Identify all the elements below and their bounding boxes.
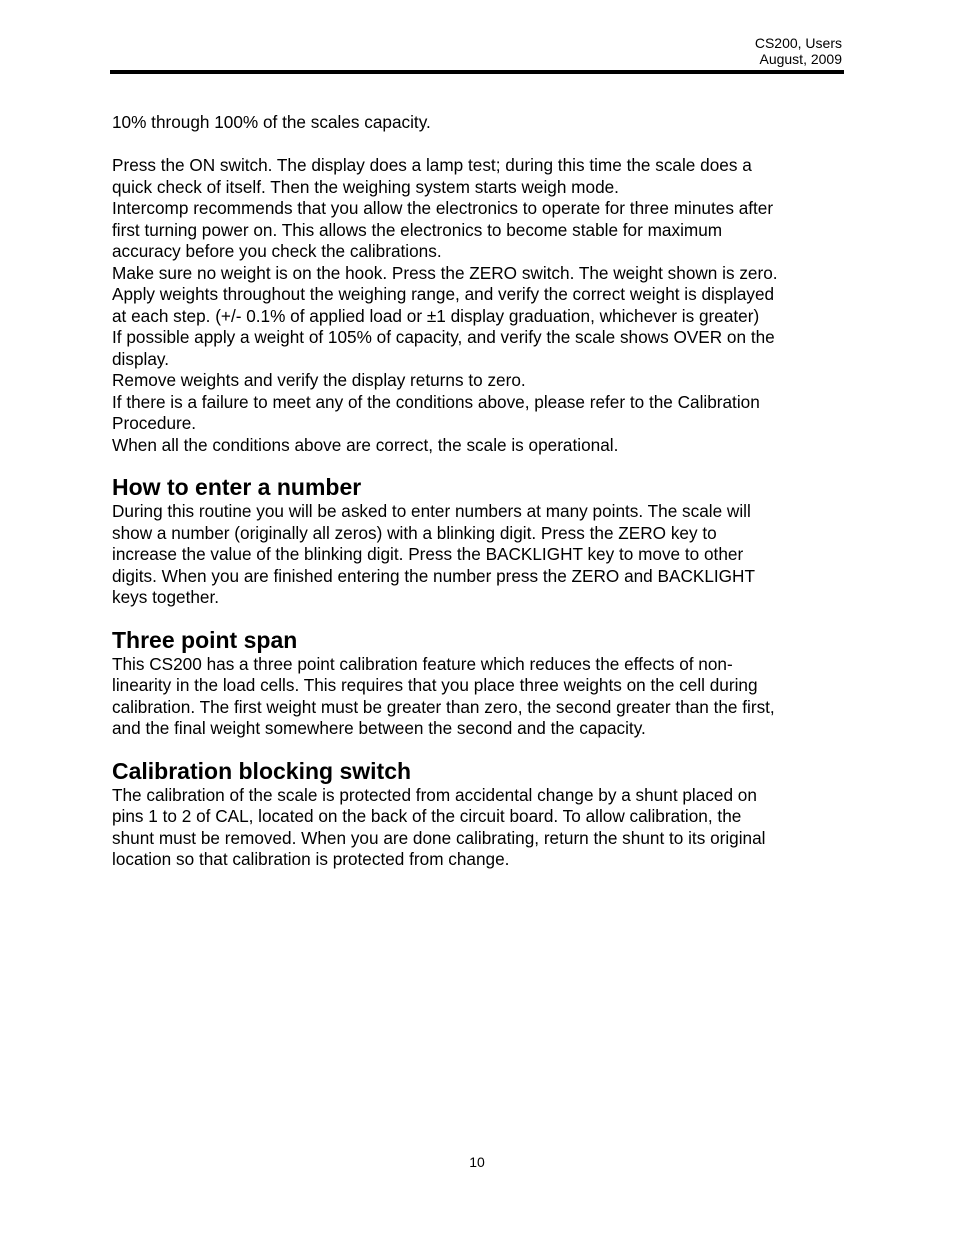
text-line: If there is a failure to meet any of the conditions above, please refer to the Calibration: [112, 391, 760, 412]
text-line: Remove weights and verify the display returns to zero.: [112, 370, 526, 390]
section-heading: How to enter a number: [112, 474, 362, 500]
text-line: If possible apply a weight of 105% of capacity, and verify the scale shows OVER on the: [112, 327, 775, 347]
text-line: Intercomp recommends that you allow the electronics to operate for three minutes after: [112, 198, 774, 218]
text-line: Make sure no weight is on the hook. Press the ZERO switch. The weight shown is zero.: [112, 262, 778, 283]
text-line: digits. When you are finished entering the number press the ZERO and BACKLIGHT: [112, 565, 755, 586]
page-content: [112, 112, 852, 871]
text-line: location so that calibration is protected from change.: [112, 849, 510, 869]
section-heading: Three point span: [112, 626, 298, 653]
intro-paragraph: 10% through 100% of the scales capacity.: [112, 112, 431, 132]
text-line: first turning power on. This allows the electronics to become stable for maximum: [112, 219, 723, 240]
text-line: and the final weight somewhere between the second and the capacity.: [112, 718, 646, 738]
header-document-title: CS200, Users: [754, 35, 842, 51]
section-heading: Calibration blocking switch: [112, 757, 412, 784]
page-number: 10: [469, 1154, 485, 1170]
text-line: increase the value of the blinking digit. Press the BACKLIGHT key to move to other: [112, 544, 744, 564]
text-line: This CS200 has a three point calibration feature which reduces the effects of non-: [112, 653, 733, 674]
page-header: [755, 35, 842, 67]
header-date: August, 2009: [759, 51, 842, 67]
section-enter-number: [112, 473, 852, 609]
text-line: accuracy before you check the calibrations.: [112, 241, 442, 261]
text-line: Apply weights throughout the weighing range, and verify the correct weight is displayed: [112, 284, 775, 304]
text-line: shunt must be removed. When you are done calibrating, return the shunt to its original: [112, 827, 766, 848]
text-line: at each step. (+/- 0.1% of applied load or ±1 display graduation, whichever is greater): [112, 305, 760, 326]
section-three-point-span: [112, 626, 852, 740]
text-line: keys together.: [112, 587, 220, 607]
text-line: quick check of itself. Then the weighing system starts weigh mode.: [112, 176, 619, 197]
text-line: display.: [112, 348, 169, 369]
text-line: pins 1 to 2 of CAL, located on the back of the circuit board. To allow calibration, the: [112, 806, 742, 826]
text-line: show a number (originally all zeros) with a blinking digit. Press the ZERO key to: [112, 522, 717, 543]
header-rule: [110, 70, 844, 74]
section-calibration-blocking: [112, 757, 852, 871]
text-line: The calibration of the scale is protected from accidental change by a shunt placed on: [112, 784, 757, 805]
text-line: During this routine you will be asked to enter numbers at many points. The scale will: [112, 501, 751, 521]
text-line: calibration. The first weight must be greater than zero, the second greater than the first,: [112, 696, 775, 717]
text-line: linearity in the load cells. This requires that you place three weights on the cell during: [112, 675, 758, 695]
text-line: Press the ON switch. The display does a lamp test; during this time the scale does a: [112, 155, 752, 175]
text-line: When all the conditions above are correct, the scale is operational.: [112, 434, 619, 455]
text-line: Procedure.: [112, 413, 197, 433]
intro-procedure: [112, 155, 852, 456]
